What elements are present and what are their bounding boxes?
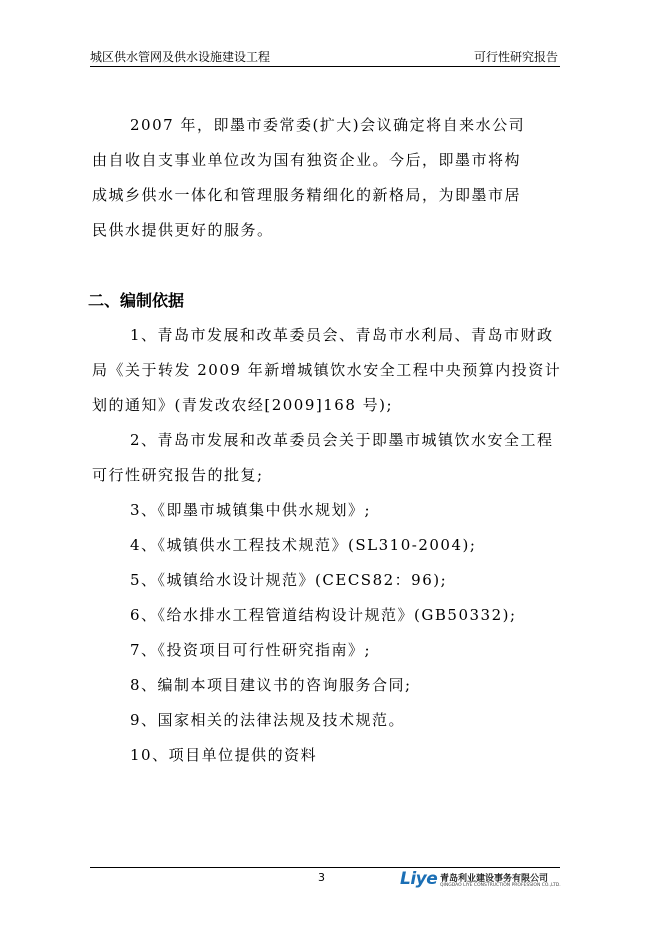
page-header	[90, 44, 560, 67]
document-body	[88, 108, 564, 773]
basis-item-6: 6、《给水排水工程管道结构设计规范》(GB50332);	[130, 606, 517, 624]
intro-paragraph	[92, 108, 564, 248]
logo-company-name: 青岛利业建设事务有限公司	[440, 874, 549, 884]
basis-item-3: 3、《即墨市城镇集中供水规划》;	[130, 501, 372, 519]
intro-line-3: 成城乡供水一体化和管理服务精细化的新格局，为即墨市居	[92, 186, 522, 204]
intro-line-2: 由自收自支事业单位改为国有独资企业。今后，即墨市将构	[92, 151, 522, 169]
header-report-type: 可行性研究报告	[473, 50, 558, 64]
basis-item-2: 2、青岛市发展和改革委员会关于即墨市城镇饮水安全工程可行性研究报告的批复;	[92, 431, 554, 484]
company-logo	[400, 869, 560, 891]
logo-mark: Liye	[400, 869, 438, 889]
basis-item-4: 4、《城镇供水工程技术规范》(SL310-2004);	[130, 536, 477, 554]
intro-line-1: 2007 年，即墨市委常委(扩大)会议确定将自来水公司	[130, 116, 526, 134]
footer-divider	[90, 867, 560, 868]
intro-line-4: 民供水提供更好的服务。	[92, 221, 274, 239]
header-project-title: 城区供水管网及供水设施建设工程	[90, 50, 271, 64]
basis-item-8: 8、编制本项目建议书的咨询服务合同;	[130, 676, 412, 694]
basis-item-5: 5、《城镇给水设计规范》(CECS82：96);	[130, 571, 448, 589]
basis-item-1: 1、青岛市发展和改革委员会、青岛市水利局、青岛市财政局《关于转发 2009 年新增城镇饮水安全工程中央预算内投资计划的通知》(青发改农经[2009]168 号);	[92, 326, 562, 414]
section-heading: 二、编制依据	[88, 291, 185, 310]
logo-company-name-en: QINGDAO LIYE CONSTRUCTION PROFESSION CO.,LTD.	[440, 883, 561, 888]
basis-item-9: 9、国家相关的法律法规及技术规范。	[130, 711, 406, 729]
basis-item-7: 7、《投资项目可行性研究指南》;	[130, 641, 372, 659]
page-number: 3	[318, 871, 325, 884]
basis-item-10: 10、项目单位提供的资料	[130, 746, 318, 764]
